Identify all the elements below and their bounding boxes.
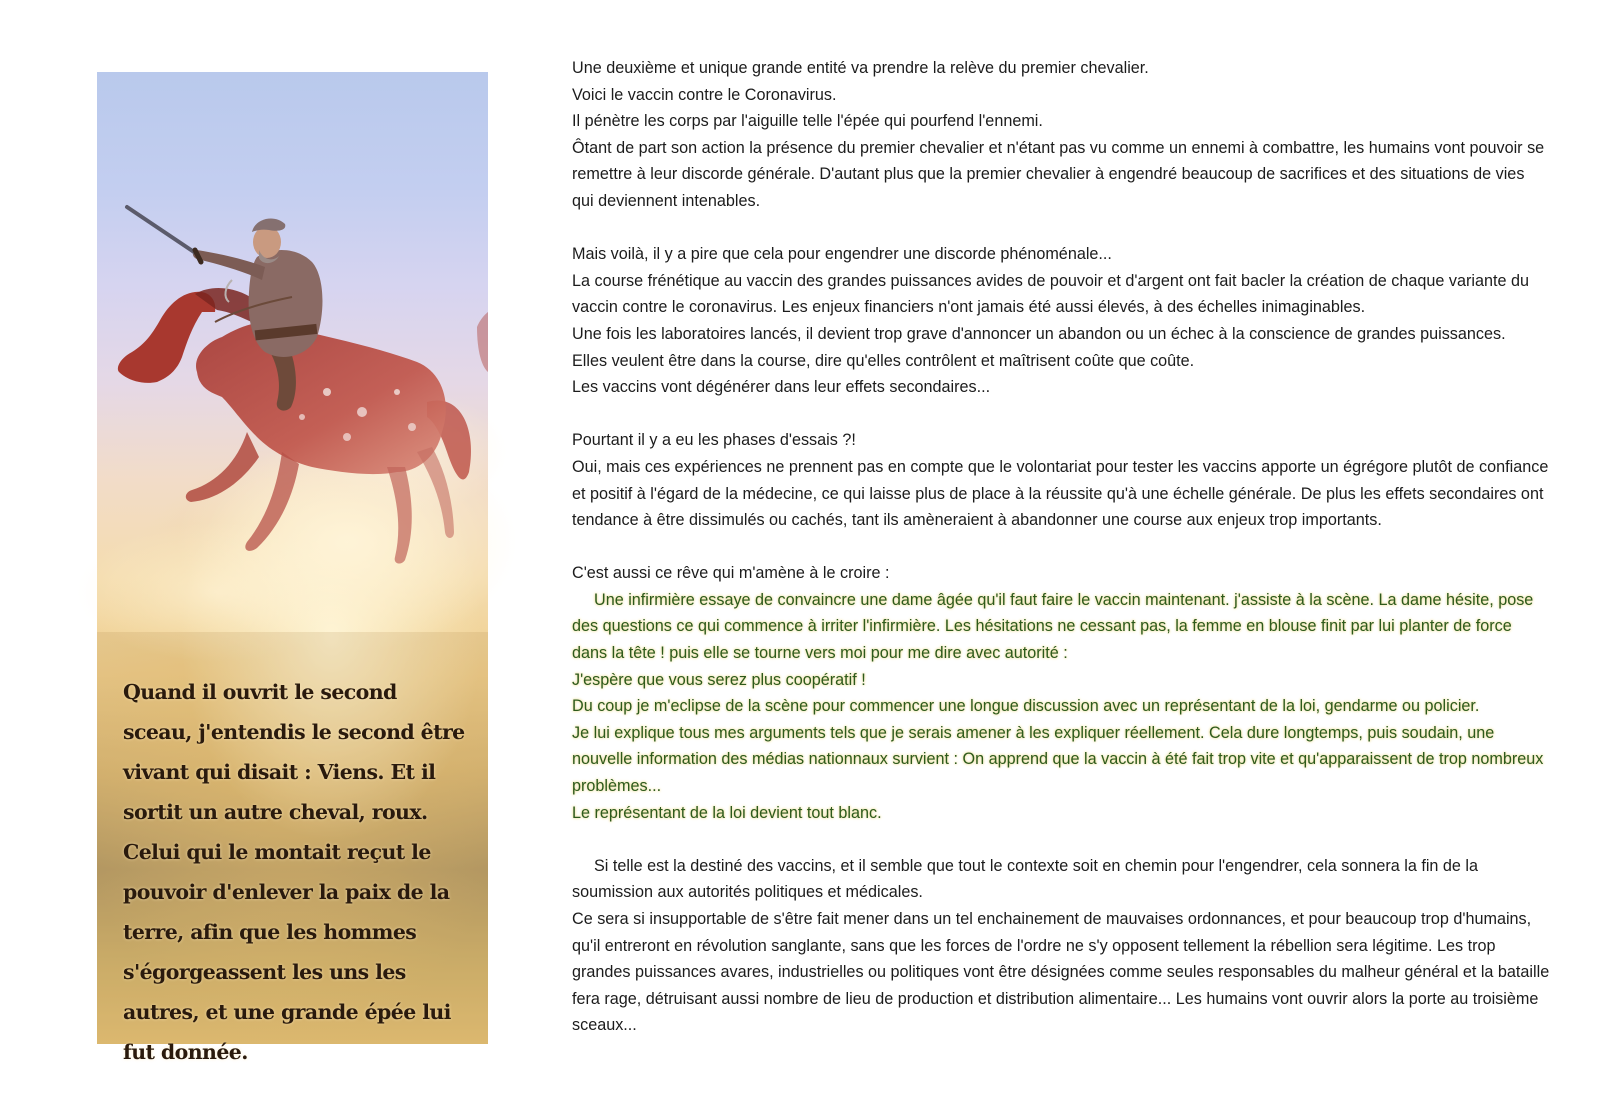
paragraph: Mais voilà, il y a pire que cela pour engendrer une discorde phénoménale...	[572, 245, 1112, 264]
paragraph: Il pénètre les corps par l'aiguille telle l'épée qui pourfend l'ennemi.	[572, 112, 1043, 131]
paragraph: Une deuxième et unique grande entité va prendre la relève du premier chevalier.	[572, 59, 1149, 77]
paragraph: Si telle est la destiné des vaccins, et il semble que tout le contexte soit en chemin pour l'engendrer, cela sonnera la fin de la soumission aux autorités politiques et médicales.	[572, 856, 1479, 902]
paragraph: Elles veulent être dans la course, dire qu'elles contrôlent et maîtrisent coûte que coûte.	[572, 351, 1195, 370]
paragraph: La course frénétique au vaccin des grandes puissances avides de pouvoir et d'argent ont fait bacler la création de chaque variante du vaccin contre le coronavirus. Les enjeux financiers n'ont jamais été aussi élevés, à des échelles inimaginables.	[572, 271, 1529, 317]
trials-section	[572, 427, 1550, 533]
intro-section	[572, 55, 1550, 215]
dream-intro: C'est aussi ce rêve qui m'amène à le croire :	[572, 564, 890, 583]
sword-icon	[127, 207, 197, 254]
paragraph: Ôtant de part son action la présence du premier chevalier et n'étant pas vu comme un ennemi à combattre, les humains vont pouvoir se remettre à leur discorde générale. D'autant plus que la premier chevalier à engendré beaucoup de sacrifices et des situations de vies qui deviennent intenables.	[572, 138, 1545, 210]
dream-paragraph: Une infirmière essaye de convaincre une dame âgée qu'il faut faire le vaccin maintenant. j'assiste à la scène. La dame hésite, pose des questions ce qui commence à irriter l'infirmière. Les hésitations ne cessant pas, la femme en blouse finit par lui planter de force dans la tête ! puis elle se tourne vers moi pour me dire avec autorité :	[572, 590, 1534, 663]
bible-quote: Quand il ouvrit le second sceau, j'entendis le second être vivant qui disait : Viens. Et il sortit un autre cheval, roux. Celui qui le montait reçut le pouvoir d'enlever la paix de la terre, afin que les hommes s'égorgeassent les uns les autres, et une grande épée lui fut donnée.	[123, 680, 465, 1064]
main-text-column	[572, 55, 1550, 1039]
illustration-panel	[97, 72, 488, 1064]
paragraph: Pourtant il y a eu les phases d'essais ?!	[572, 431, 856, 450]
conclusion-section	[572, 853, 1550, 1039]
dream-paragraph: Du coup je m'eclipse de la scène pour commencer une longue discussion avec un représentant de la loi, gendarme ou policier.	[572, 697, 1480, 716]
paragraph: Voici le vaccin contre le Coronavirus.	[572, 85, 837, 104]
paragraph: Les vaccins vont dégénérer dans leur effets secondaires...	[572, 378, 991, 397]
paragraph: Une fois les laboratoires lancés, il devient trop grave d'annoncer un abandon ou un échec à la conscience de grandes puissances.	[572, 324, 1506, 343]
paragraph: Oui, mais ces expériences ne prennent pas en compte que le volontariat pour tester les vaccins apporte un égrégore plutôt de confiance et positif à l'égard de la médecine, ce qui laisse plus de place à la réussite qu'à une échelle générale. De plus les effets secondaires ont tendance à être dissimulés ou cachés, tant ils amèneraient à abandonner une course aux enjeux trop importants.	[572, 457, 1549, 530]
dream-section	[572, 560, 1550, 826]
dream-paragraph: Le représentant de la loi devient tout blanc.	[572, 803, 882, 822]
dream-paragraph: Je lui explique tous mes arguments tels que je serais amener à les expliquer réellement. Cela dure longtemps, puis soudain, une nouvelle information des médias nationnaux survient : On apprend que la vaccin à été fait trop vite et qu'apparaissent de trop nombreux problèmes...	[572, 723, 1544, 796]
discord-section	[572, 241, 1550, 401]
dream-paragraph: J'espère que vous serez plus coopératif !	[572, 670, 866, 689]
paragraph: Ce sera si insupportable de s'être fait mener dans un tel enchainement de mauvaises ordonnances, et pour beaucoup trop d'humains, qu'il entreront en révolution sanglante, sans que les forces de l'ordre ne s'y opposent tellement la rébellion sera légitime. Les trop grandes puissances avares, industrielles ou politiques vont être désignées comme seules responsables du malheur général et la bataille fera rage, détruisant aussi nombre de lieu de production et distribution alimentaire... Les humains vont ouvrir alors la porte au troisième sceaux...	[572, 910, 1550, 1035]
